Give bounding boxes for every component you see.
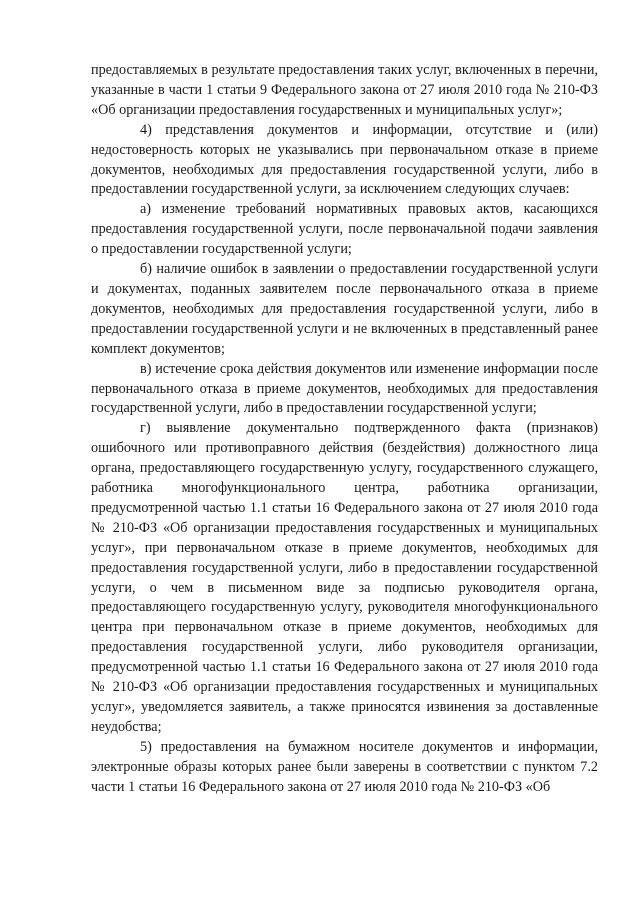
paragraph-item-4: 4) представления документов и информации, отсутствие и (или) недостоверность которых не указывались при первоначальном отказе в приеме документов, необходимых для предоставления государственной услуги, либо в предоставлении государственной услуги, за исключением следующих случаев: bbox=[91, 121, 598, 198]
paragraph-continuation: предоставляемых в результате предоставления таких услуг, включенных в перечни, указанные в части 1 статьи 9 Федерального закона от 27 июля 2010 года № 210-ФЗ «Об организации предоставления государственных и муниципальных услуг»; bbox=[91, 62, 598, 118]
paragraph-item-5: 5) предоставления на бумажном носителе документов и информации, электронные образы которых ранее были заверены в соответствии с пунктом 7.2 части 1 статьи 16 Федерального закона от 27 июля 2010 года № 210-ФЗ «Об bbox=[91, 738, 598, 795]
paragraph-subitem-a: а) изменение требований нормативных правовых актов, касающихся предоставления государственной услуги, после первоначальной подачи заявления о предоставлении государственной услуги; bbox=[91, 201, 598, 258]
paragraph-subitem-b: б) наличие ошибок в заявлении о предоставлении государственной услуги и документах, поданных заявителем после первоначального отказа в приеме документов, необходимых для предоставления государственной услуги, либо в предоставлении государственной услуги и не включенных в представленный ранее комплект документов; bbox=[91, 261, 598, 357]
paragraph-subitem-g: г) выявление документально подтвержденного факта (признаков) ошибочного или противоправного действия (бездействия) должностного лица органа, предоставляющего государственную услугу, государственного служащего, работника многофункционального центра, работника организации, предусмотренной частью 1.1 статьи 16 Федерального закона от 27 июля 2010 года № 210-ФЗ «Об организации предоставления государственных и муниципальных услуг», при первоначальном отказе в приеме документов, необходимых для предоставления государственной услуги, либо в предоставлении государственной услуги, о чем в письменном виде за подписью руководителя органа, предоставляющего государственную услугу, руководителя многофункционального центра при первоначальном отказе в приеме документов, необходимых для предоставления государственной услуги, либо руководителя организации, предусмотренной частью 1.1 статьи 16 Федерального закона от 27 июля 2010 года № 210-ФЗ «Об организации предоставления государственных и муниципальных услуг», уведомляется заявитель, а также приносятся извинения за доставленные неудобства; bbox=[91, 420, 598, 735]
paragraph-subitem-v: в) истечение срока действия документов или изменение информации после первоначального отказа в приеме документов, необходимых для предоставления государственной услуги, либо в предоставлении государственной услуги; bbox=[91, 360, 598, 417]
